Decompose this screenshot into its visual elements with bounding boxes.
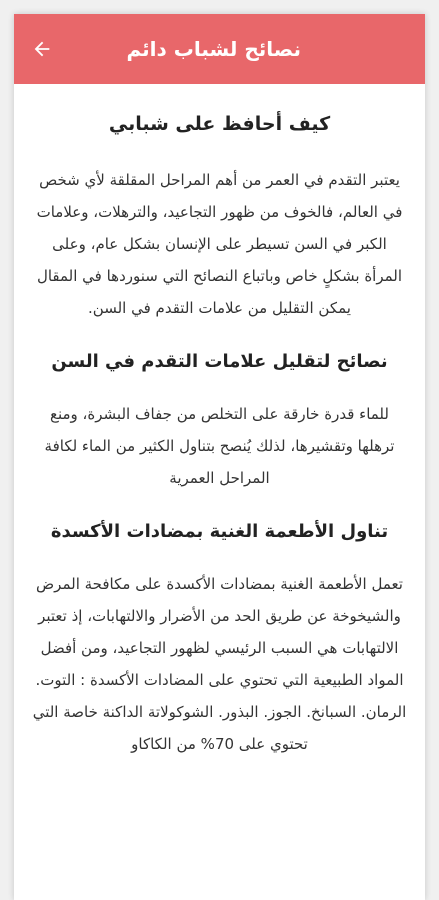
article-heading-tips: نصائح لتقليل علامات التقدم في السن [51, 351, 388, 372]
back-button[interactable] [28, 35, 56, 63]
arrow-back-icon [31, 38, 53, 60]
app-title: نصائح لشباب دائم [126, 37, 301, 61]
article-paragraph-antioxidants: تعمل الأطعمة الغنية بمضادات الأكسدة على مكافحة المرض والشيخوخة عن طريق الحد من الأضرار والالتهابات، إذ تعتبر الالتهابات هي السبب الرئيسي لظهور التجاعيد، ومن أفضل المواد الطبيعية التي تحتوي على المضادات الأكسدة : التوت. الرمان. السبانخ. الجوز. البذور. الشوكولاتة الداكنة خاصة التي تحتوي على 70% من الكاكاو [32, 575, 407, 753]
article-paragraph-water: للماء قدرة خارقة على التخلص من جفاف البشرة، ومنع ترهلها وتقشيرها، لذلك يُنصح بتناول الكثير من الماء لكافة المراحل العمرية [44, 405, 395, 487]
app-bar [14, 14, 425, 84]
article-paragraph-intro: يعتبر التقدم في العمر من أهم المراحل المقلقة لأي شخص في العالم، فالخوف من ظهور التجاعيد، والترهلات، وعلامات الكبر في السن تسيطر على الإنسان بشكل عام، وعلى المرأة بشكلٍ خاص وباتباع النصائح التي سنوردها في المقال يمكن التقليل من علامات التقدم في السن. [36, 171, 403, 317]
article-content [14, 84, 425, 760]
content-card [14, 14, 425, 900]
article-heading-main: كيف أحافظ على شبابي [108, 113, 331, 135]
article-heading-antioxidants: تناول الأطعمة الغنية بمضادات الأكسدة [50, 521, 389, 542]
